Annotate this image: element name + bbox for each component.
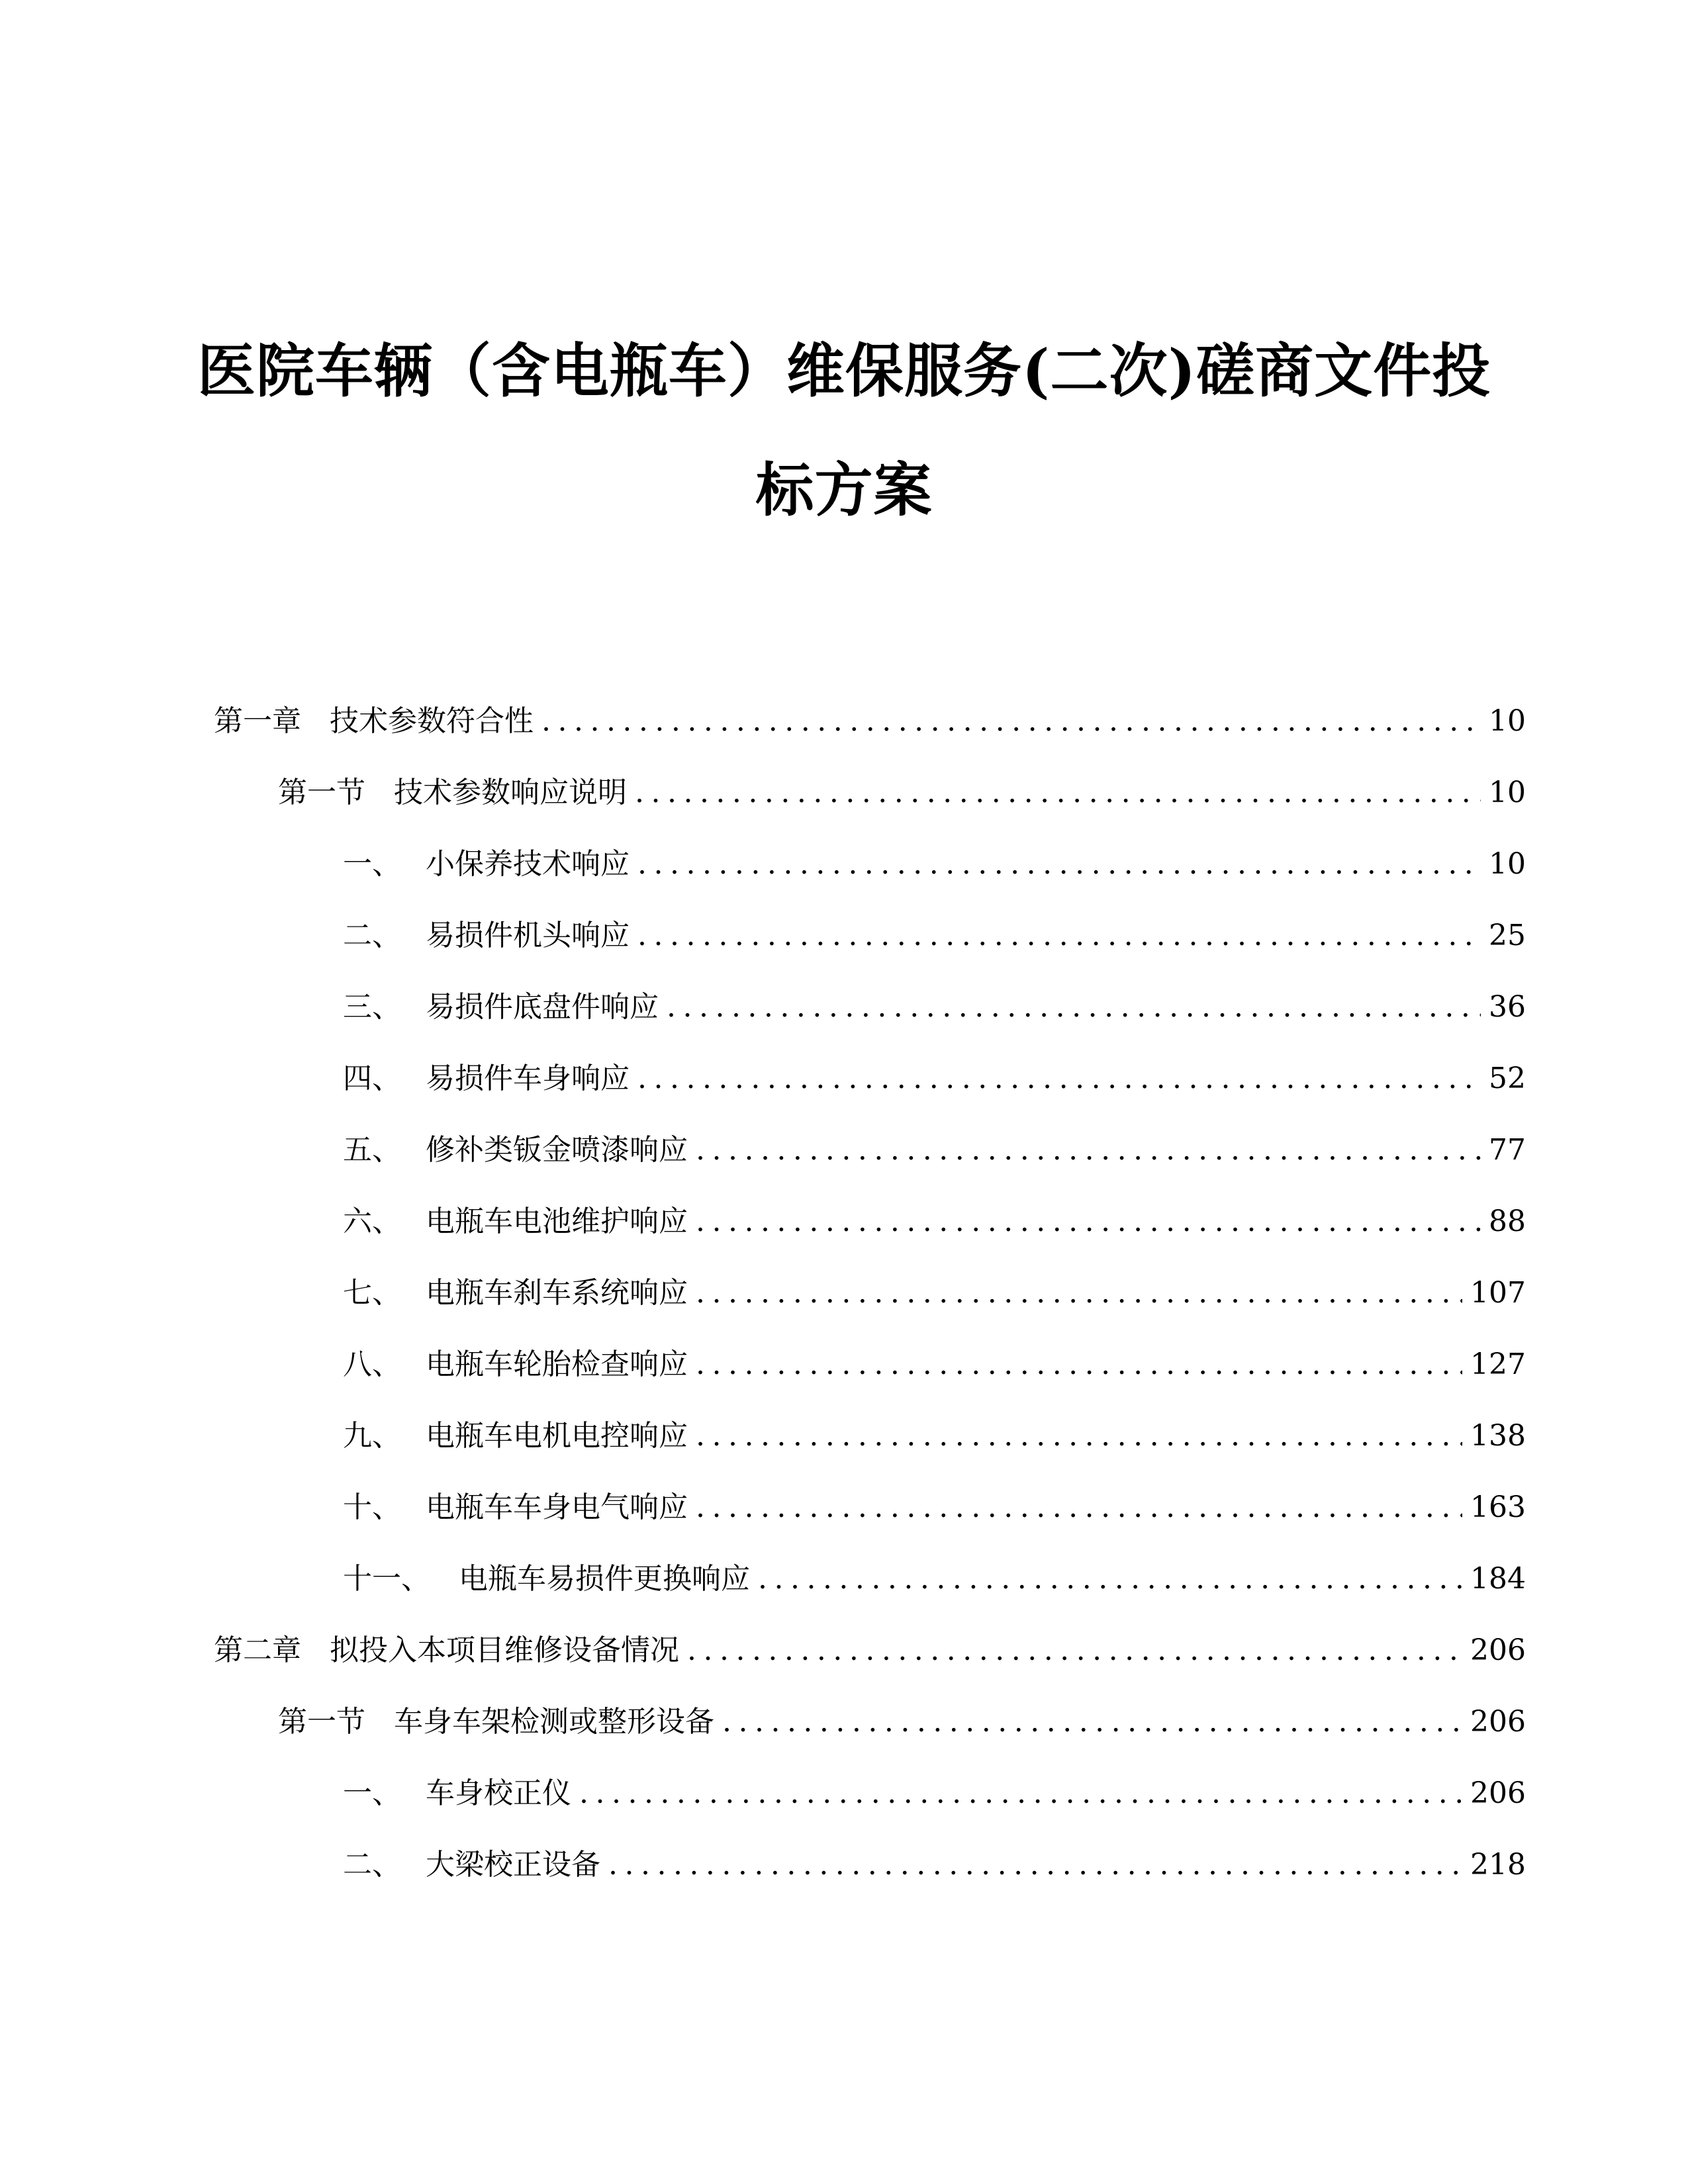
toc-entry-number: 七、 [343, 1276, 401, 1310]
toc-leader-dots [696, 1273, 1462, 1313]
toc-entry-page: 52 [1489, 1062, 1526, 1095]
toc-entry-page: 36 [1489, 990, 1526, 1024]
toc-entry-item[interactable] [343, 981, 1526, 1027]
toc-entry-number: 九、 [343, 1419, 401, 1453]
toc-entry-section[interactable] [278, 766, 1526, 813]
toc-entry-title: 电瓶车刹车系统响应 [426, 1276, 688, 1310]
toc-entry-item[interactable] [343, 1052, 1526, 1099]
toc-entry-page: 88 [1489, 1205, 1526, 1238]
toc-leader-dots [637, 916, 1481, 956]
toc-entry-title: 小保养技术响应 [426, 847, 630, 881]
toc-entry-page: 10 [1489, 847, 1526, 881]
toc-leader-dots [696, 1130, 1481, 1170]
toc-entry-title: 技术参数响应说明 [394, 776, 627, 809]
toc-entry-number: 三、 [343, 990, 401, 1024]
toc-entry-number: 十、 [343, 1490, 401, 1524]
toc-entry-number: 第一节 [278, 1705, 365, 1739]
toc-leader-dots [696, 1416, 1462, 1456]
toc-entry-title: 电瓶车轮胎检查响应 [426, 1347, 688, 1381]
toc-entry-number: 六、 [343, 1205, 401, 1238]
toc-entry-item[interactable] [343, 1767, 1526, 1813]
toc-entry-page: 127 [1470, 1347, 1526, 1381]
toc-entry-item[interactable] [343, 1839, 1526, 1885]
toc-entry-number: 十一、 [343, 1562, 430, 1596]
toc-leader-dots [696, 1202, 1481, 1242]
toc-entry-chapter-1[interactable] [214, 695, 1526, 741]
toc-leader-dots [541, 702, 1481, 741]
toc-entry-page: 77 [1489, 1133, 1526, 1167]
toc-entry-item[interactable] [343, 1267, 1526, 1313]
toc-entry-title: 电瓶车电池维护响应 [426, 1205, 688, 1238]
toc-entry-number: 一、 [343, 1776, 401, 1810]
toc-entry-title: 技术参数符合性 [330, 704, 534, 738]
toc-entry-page: 10 [1489, 776, 1526, 809]
toc-entry-page: 206 [1470, 1705, 1526, 1739]
title-line-2: 标方案 [755, 455, 933, 524]
toc-entry-title: 车身校正仪 [426, 1776, 571, 1810]
toc-entry-page: 138 [1470, 1419, 1526, 1453]
toc-entry-number: 八、 [343, 1347, 401, 1381]
toc-entry-item[interactable] [343, 838, 1526, 884]
toc-entry-item[interactable] [343, 1410, 1526, 1456]
toc-entry-item[interactable] [343, 1338, 1526, 1385]
toc-leader-dots [696, 1488, 1462, 1527]
toc-entry-page: 206 [1470, 1633, 1526, 1667]
toc-leader-dots [667, 987, 1481, 1027]
toc-entry-page: 10 [1489, 704, 1526, 738]
toc-entry-title: 易损件机头响应 [426, 919, 630, 952]
toc-entry-title: 电瓶车车身电气响应 [426, 1490, 688, 1524]
toc-entry-title: 电瓶车易损件更换响应 [459, 1562, 750, 1596]
toc-entry-page: 25 [1489, 919, 1526, 952]
toc-entry-number: 二、 [343, 919, 401, 952]
toc-entry-item[interactable] [343, 1124, 1526, 1170]
toc-entry-item[interactable] [343, 1481, 1526, 1527]
toc-entry-title: 电瓶车电机电控响应 [426, 1419, 688, 1453]
toc-entry-item[interactable] [343, 1553, 1526, 1599]
toc-entry-title: 易损件底盘件响应 [426, 990, 659, 1024]
toc-entry-title: 易损件车身响应 [426, 1062, 630, 1095]
title-line-1: 医院车辆（含电瓶车）维保服务(二次)磋商文件投 [197, 336, 1491, 405]
toc-entry-number: 第一章 [214, 704, 301, 738]
toc-leader-dots [696, 1345, 1462, 1385]
toc-entry-item[interactable] [343, 909, 1526, 956]
toc-entry-page: 206 [1470, 1776, 1526, 1810]
toc-entry-item[interactable] [343, 1195, 1526, 1242]
toc-leader-dots [579, 1774, 1462, 1813]
toc-leader-dots [637, 844, 1481, 884]
toc-entry-section[interactable] [278, 1696, 1526, 1742]
toc-leader-dots [722, 1702, 1462, 1742]
toc-leader-dots [758, 1559, 1462, 1599]
toc-entry-chapter-2[interactable] [214, 1624, 1526, 1670]
toc-entry-number: 第一节 [278, 776, 365, 809]
toc-entry-title: 拟投入本项目维修设备情况 [330, 1633, 679, 1667]
toc-entry-page: 218 [1470, 1848, 1526, 1882]
toc-entry-title: 修补类钣金喷漆响应 [426, 1133, 688, 1167]
toc-leader-dots [687, 1631, 1462, 1670]
toc-entry-number: 第二章 [214, 1633, 301, 1667]
toc-entry-title: 大梁校正设备 [426, 1848, 600, 1882]
toc-entry-number: 一、 [343, 847, 401, 881]
toc-entry-title: 车身车架检测或整形设备 [394, 1705, 714, 1739]
toc-leader-dots [637, 1059, 1481, 1099]
toc-entry-number: 四、 [343, 1062, 401, 1095]
toc-entry-page: 163 [1470, 1490, 1526, 1524]
toc-entry-page: 184 [1470, 1562, 1526, 1596]
toc-leader-dots [635, 773, 1481, 813]
toc-entry-number: 五、 [343, 1133, 401, 1167]
toc-entry-number: 二、 [343, 1848, 401, 1882]
toc-leader-dots [608, 1845, 1462, 1885]
toc-entry-page: 107 [1470, 1276, 1526, 1310]
